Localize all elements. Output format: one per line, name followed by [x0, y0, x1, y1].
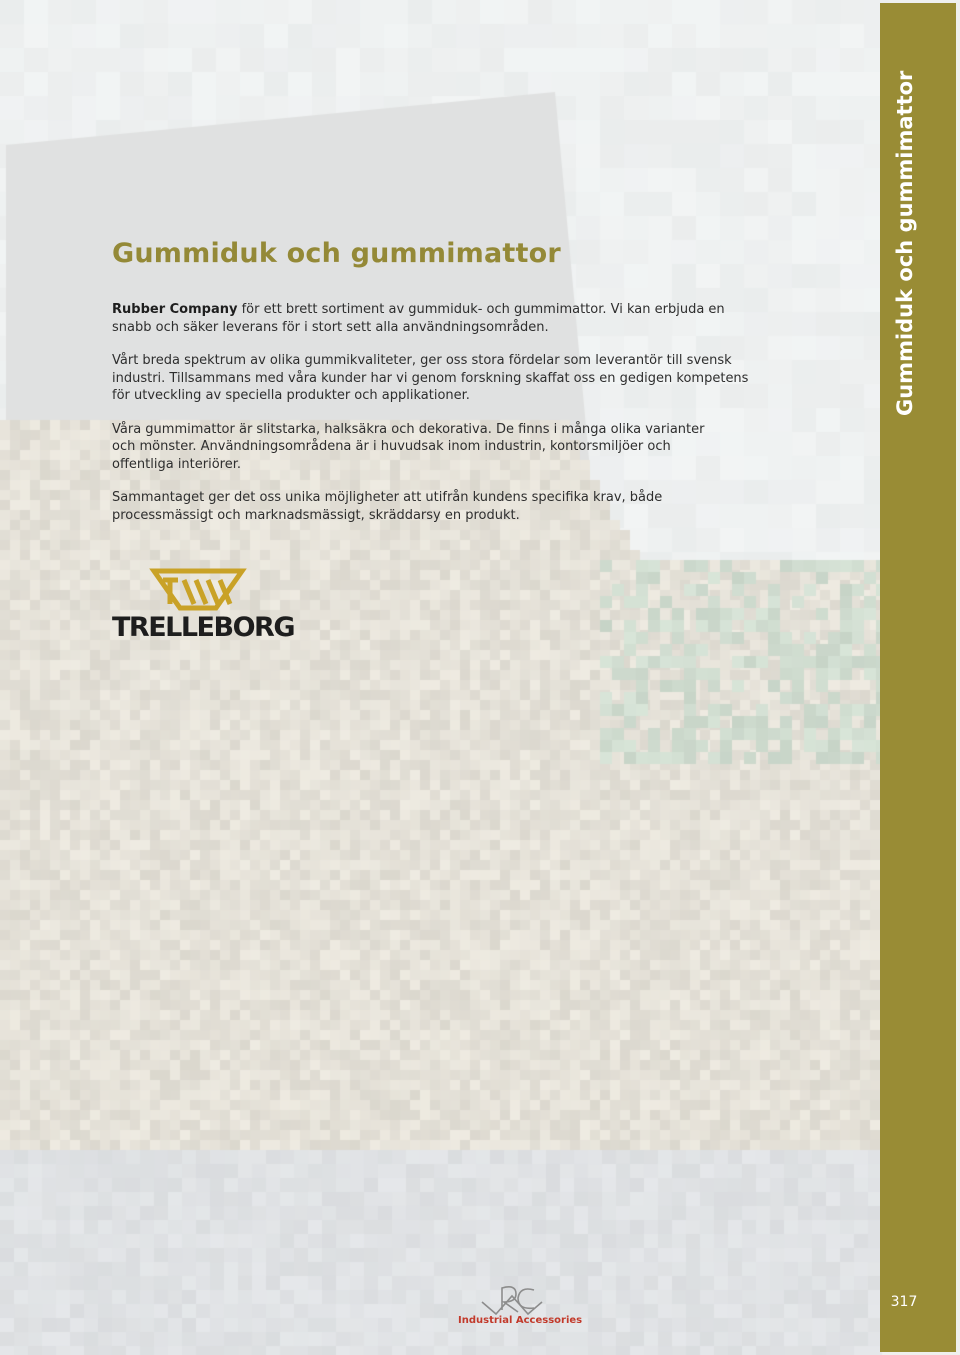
trelleborg-logo: [112, 568, 292, 644]
trelleborg-emblem-icon: [112, 568, 292, 612]
brand-name: Rubber Company: [112, 302, 238, 317]
side-tab-title: Gummiduk och gummimattor: [893, 70, 917, 416]
intro-paragraph: [112, 301, 752, 336]
summary-paragraph: Sammantaget ger det oss unika möjligheter att utifrån kundens specifika krav, både processmässigt och marknadsmässigt, skräddarsy en produkt.: [112, 490, 663, 523]
main-content: [112, 238, 752, 524]
mats-paragraph: Våra gummimattor är slitstarka, halksäkra och dekorativa. De finns i många olika varianter och mönster. Användningsområdena är i huvudsak inom industrin, kontorsmiljöer och offentliga interiörer.: [112, 421, 705, 472]
intro-text: för ett brett sortiment av gummiduk- och gummimattor. Vi kan erbjuda en snabb och säker leverans för i stort sett alla användningsområden.: [112, 302, 725, 335]
footer-logo: [458, 1282, 583, 1332]
rc-monogram-icon: [458, 1282, 566, 1316]
page-number: 317: [890, 1294, 918, 1310]
footer-brand-text: Industrial Accessories: [458, 1315, 583, 1326]
spectrum-paragraph: Vårt breda spektrum av olika gummikvaliteter, ger oss stora fördelar som leverantör till svensk industri. Tillsammans med våra kunder har vi genom forskning skaffat oss en gedigen kompetens för utveckling av speciella produkter och applikationer.: [112, 353, 749, 403]
page-title: Gummiduk och gummimattor: [112, 238, 561, 269]
trelleborg-wordmark: TRELLEBORG: [112, 612, 294, 643]
